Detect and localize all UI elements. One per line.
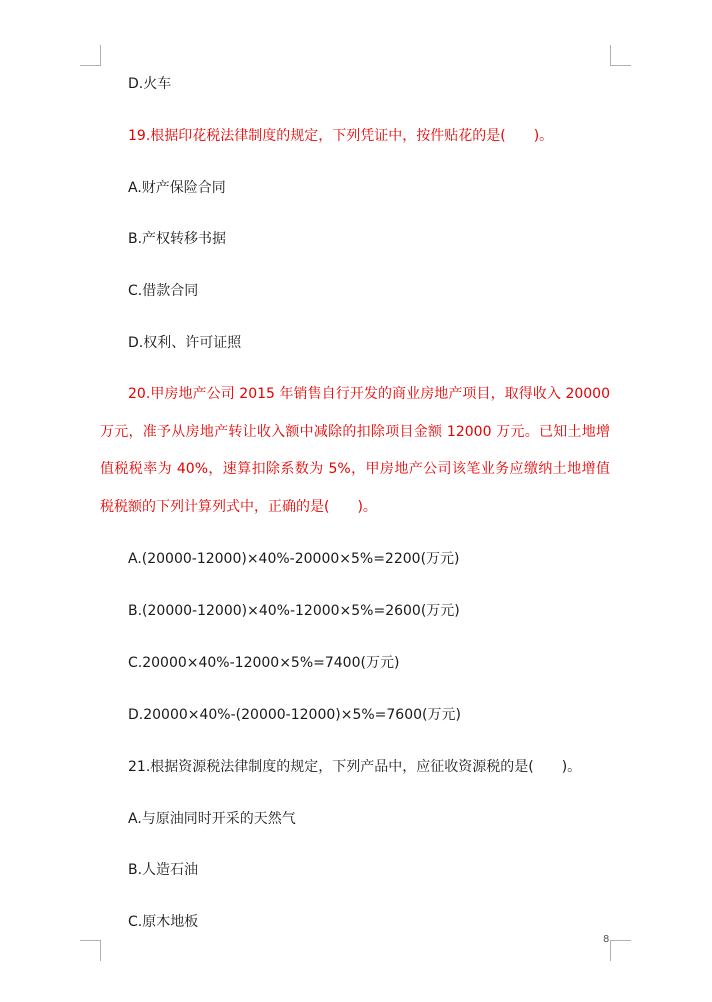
option-b-q21: B.人造石油 <box>128 862 199 878</box>
option-a-q19: A.财产保险合同 <box>128 180 226 196</box>
corner-mark-bottom-right <box>610 940 631 961</box>
option-a-q20: A.(20000-12000)×40%-20000×5%=2200(万元) <box>128 551 460 567</box>
option-a-q21: A.与原油同时开采的天然气 <box>128 811 296 827</box>
question-20: 20.甲房地产公司 2015 年销售自行开发的商业房地产项目，取得收入 20000 万元，准予从房地产转让收入额中减除的扣除项目金额 12000 万元。已知土地增值税税率为 40%，速算扣除系数为 5%，甲房地产公司该笔业务应缴纳土地增值税税额的下列计算列式中，正确的是( )。 <box>100 386 610 515</box>
page-number: 8 <box>603 934 610 945</box>
option-d-q20: D.20000×40%-(20000-12000)×5%=7600(万元) <box>128 707 461 723</box>
corner-mark-top-right <box>610 45 631 66</box>
question-21: 21.根据资源税法律制度的规定，下列产品中，应征收资源税的是( )。 <box>128 759 582 775</box>
question-19: 19.根据印花税法律制度的规定，下列凭证中，按件贴花的是( )。 <box>128 128 554 144</box>
corner-mark-top-left <box>80 45 101 66</box>
option-c-q20: C.20000×40%-12000×5%=7400(万元) <box>128 655 400 671</box>
option-c-q19: C.借款合同 <box>128 283 199 299</box>
option-b-q19: B.产权转移书据 <box>128 231 227 247</box>
option-b-q20: B.(20000-12000)×40%-12000×5%=2600(万元) <box>128 603 460 619</box>
corner-mark-bottom-left <box>80 940 101 961</box>
option-d-q19: D.权利、许可证照 <box>128 335 242 351</box>
option-c-q21: C.原木地板 <box>128 914 199 930</box>
option-d-q18: D.火车 <box>128 76 172 92</box>
